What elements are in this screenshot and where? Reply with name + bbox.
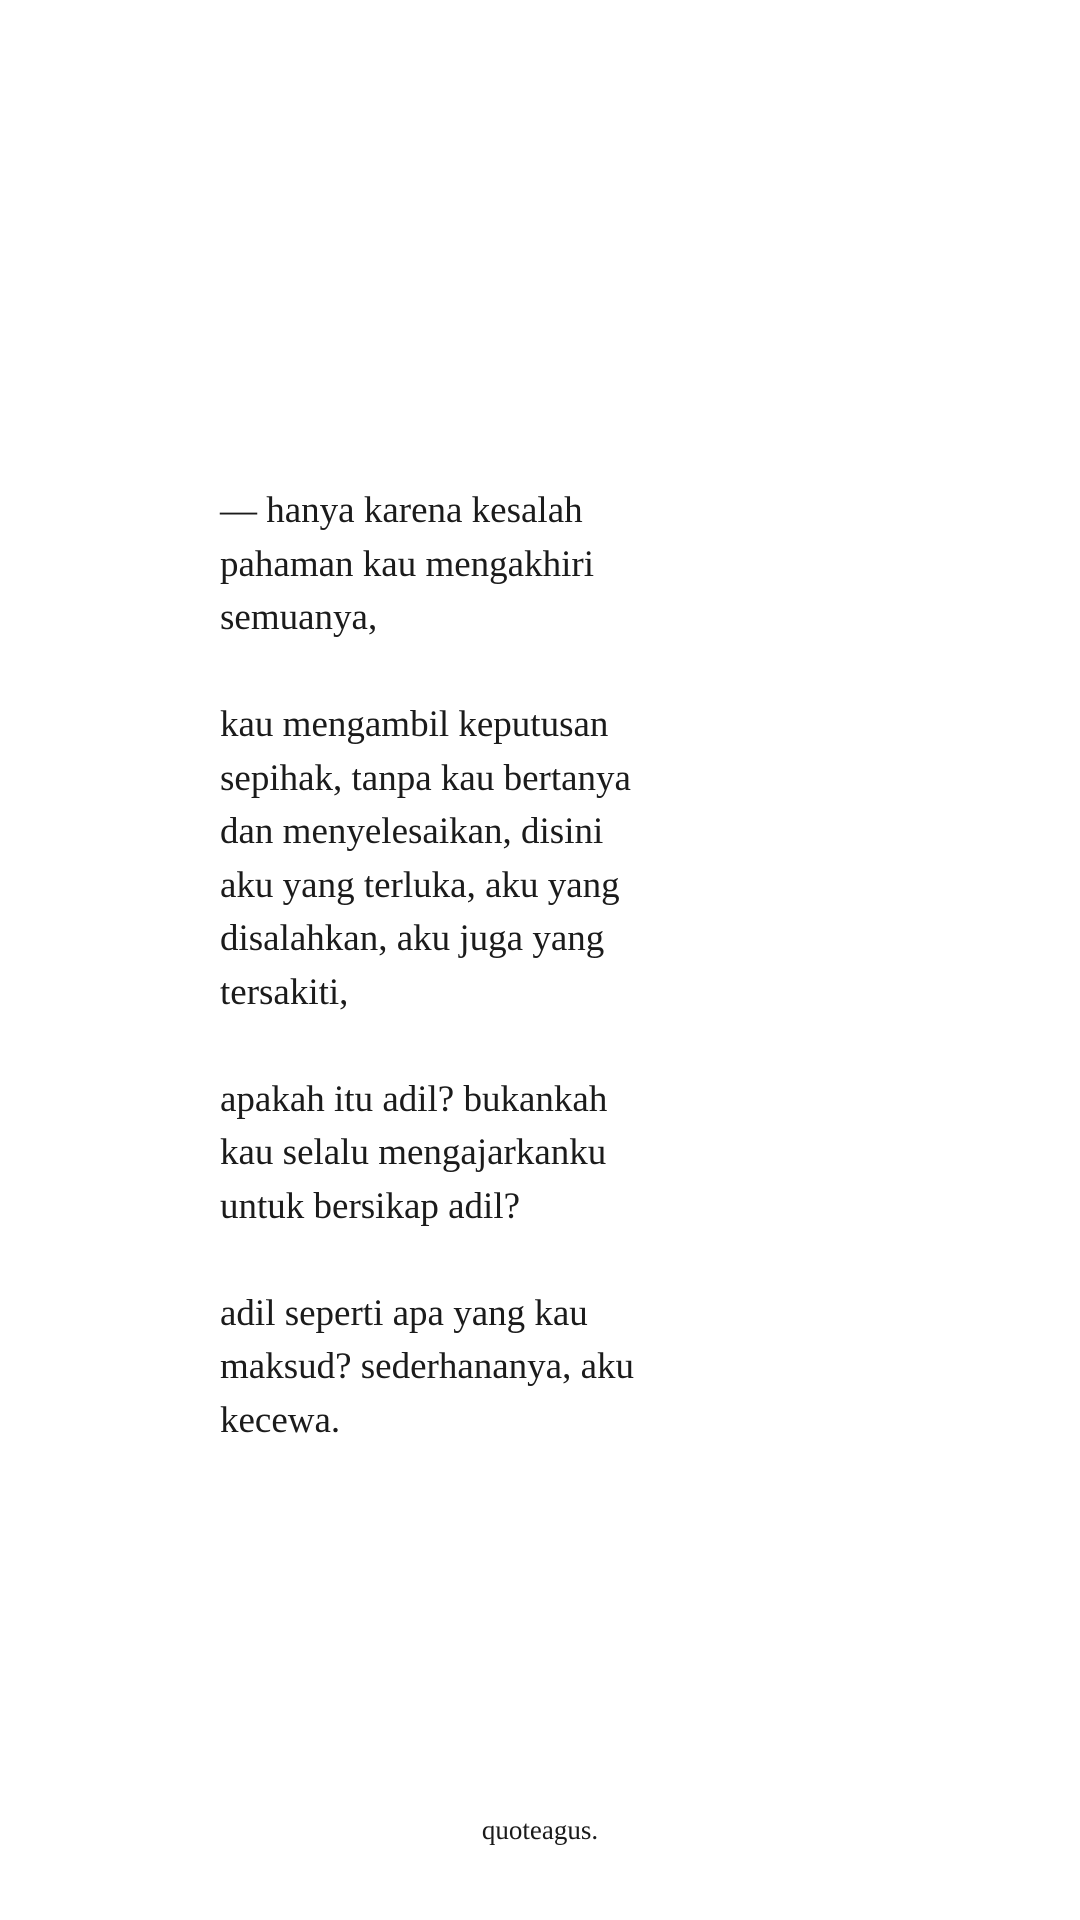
poem-line: — hanya karena kesalah (220, 490, 583, 531)
stanza-1 (220, 484, 820, 645)
poem-line: untuk bersikap adil? (220, 1185, 521, 1227)
stanza-2 (220, 698, 820, 1019)
poem-line: dan menyelesaikan, disini (220, 811, 604, 852)
poem-line: tersakiti, (220, 971, 349, 1013)
poem-line: maksud? sederhananya, aku (220, 1346, 635, 1387)
poem-line: apakah itu adil? bukankah (220, 1078, 608, 1120)
poem-line: semuanya, (220, 597, 378, 638)
poem-line: aku yang terluka, aku yang (220, 864, 620, 906)
poem-line: disalahkan, aku juga yang (220, 918, 605, 959)
author-signature: quoteagus. (481, 1815, 599, 1845)
poem-line: adil seperti apa yang kau (220, 1292, 588, 1334)
poem-line: kau selalu mengajarkanku (220, 1132, 607, 1173)
poem-line: pahaman kau mengakhiri (220, 543, 594, 585)
stanza-3 (220, 1073, 820, 1234)
poem-text (220, 484, 820, 1447)
poem-line: sepihak, tanpa kau bertanya (220, 757, 631, 799)
poem-line: kau mengambil keputusan (220, 704, 609, 745)
poem-line: kecewa. (220, 1399, 341, 1441)
stanza-4 (220, 1287, 820, 1448)
